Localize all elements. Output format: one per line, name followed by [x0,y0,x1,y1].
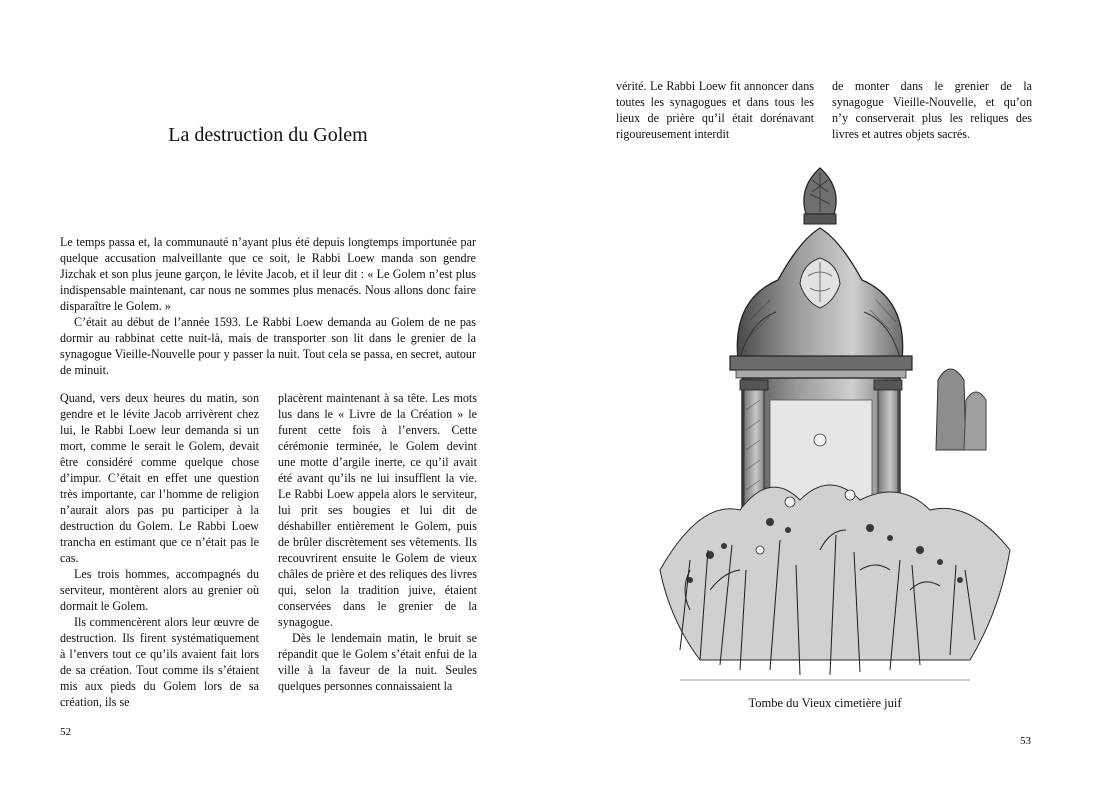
intro-paragraph: C’était au début de l’année 1593. Le Rabbi Loew demanda au Golem de ne pas dormir au rabbinat cette nuit-là, mais de transporter son lit dans le grenier de la synagogue Vieille-Nouvelle pour y passer la nuit. Tout cela se passa, en secret, autour de minuit. [60,315,476,377]
tombstone-illustration [620,150,1030,696]
right-column-a [616,78,814,142]
paragraph: Les trois hommes, accompagnés du serviteur, montèrent alors au grenier où dormait le Golem. [60,567,259,613]
paragraph: Quand, vers deux heures du matin, son gendre et le lévite Jacob arrivèrent chez lui, le Rabbi Loew leur demanda si un mort, comme le serait le Golem, devait être considéré comme quelque chose d’impur. C’était en effet une question très importante, car l’homme de religion n’aurait alors pas pu participer à la destruction du Golem. Le Rabbi Loew trancha en estimant que ce n’était pas le cas. [60,391,259,565]
intro-paragraph: Le temps passa et, la communauté n’ayant plus été depuis longtemps importunée par quelque accusation malveillante que ce soit, le Rabbi Loew manda son gendre Jizchak et son plus jeune garçon, le lévite Jacob, et il leur dit : « Le Golem n’est plus indispensable maintenant, car nous ne sommes plus menacés. Nous allons donc faire disparaître le Golem. » [60,235,476,313]
left-column-b [278,390,477,694]
page-number-right: 53 [1020,735,1031,747]
chapter-title: La destruction du Golem [168,124,368,146]
intro-text [60,234,476,378]
paragraph: de monter dans le grenier de la synagogue Vieille-Nouvelle, et qu’on n’y conserverait plus les reliques des livres et autres objets sacrés. [832,79,1032,141]
paragraph: Dès le lendemain matin, le bruit se répandit que le Golem s’était enfui de la ville à la faveur de la nuit. Seules quelques personnes connaissaient la [278,631,477,693]
paragraph: placèrent maintenant à sa tête. Les mots lus dans le « Livre de la Création » le furent cette fois à l’envers. Cette cérémonie terminée, le Golem devint une motte d’argile inerte, ce qu’il avait été avant qu’ils ne lui insufflent la vie. Le Rabbi Loew appela alors le serviteur, lui prit ses bougies et lui dit de déshabiller entièrement le Golem, puis de brûler discrètement ses vêtements. Ils recouvrirent ensuite le Golem de vieux châles de prière et des reliques des livres qui, selon la tradition juive, étaient conservées dans le grenier de la synagogue. [278,391,477,629]
right-page [548,0,1096,798]
paragraph: Ils commencèrent alors leur œuvre de destruction. Ils firent systématiquement à l’envers tout ce qu’ils avaient fait lors de sa création. Tout comme ils s’étaient mis aux pieds du Golem lors de sa création, ils se [60,615,259,709]
figure-caption: Tombe du Vieux cimetière juif [748,696,902,710]
right-column-b [832,78,1032,142]
left-column-a [60,390,259,710]
page-number-left: 52 [60,726,71,738]
paragraph: vérité. Le Rabbi Loew fit annoncer dans toutes les synagogues et dans tous les lieux de prière qu’il était dorénavant rigoureusement interdit [616,79,814,141]
